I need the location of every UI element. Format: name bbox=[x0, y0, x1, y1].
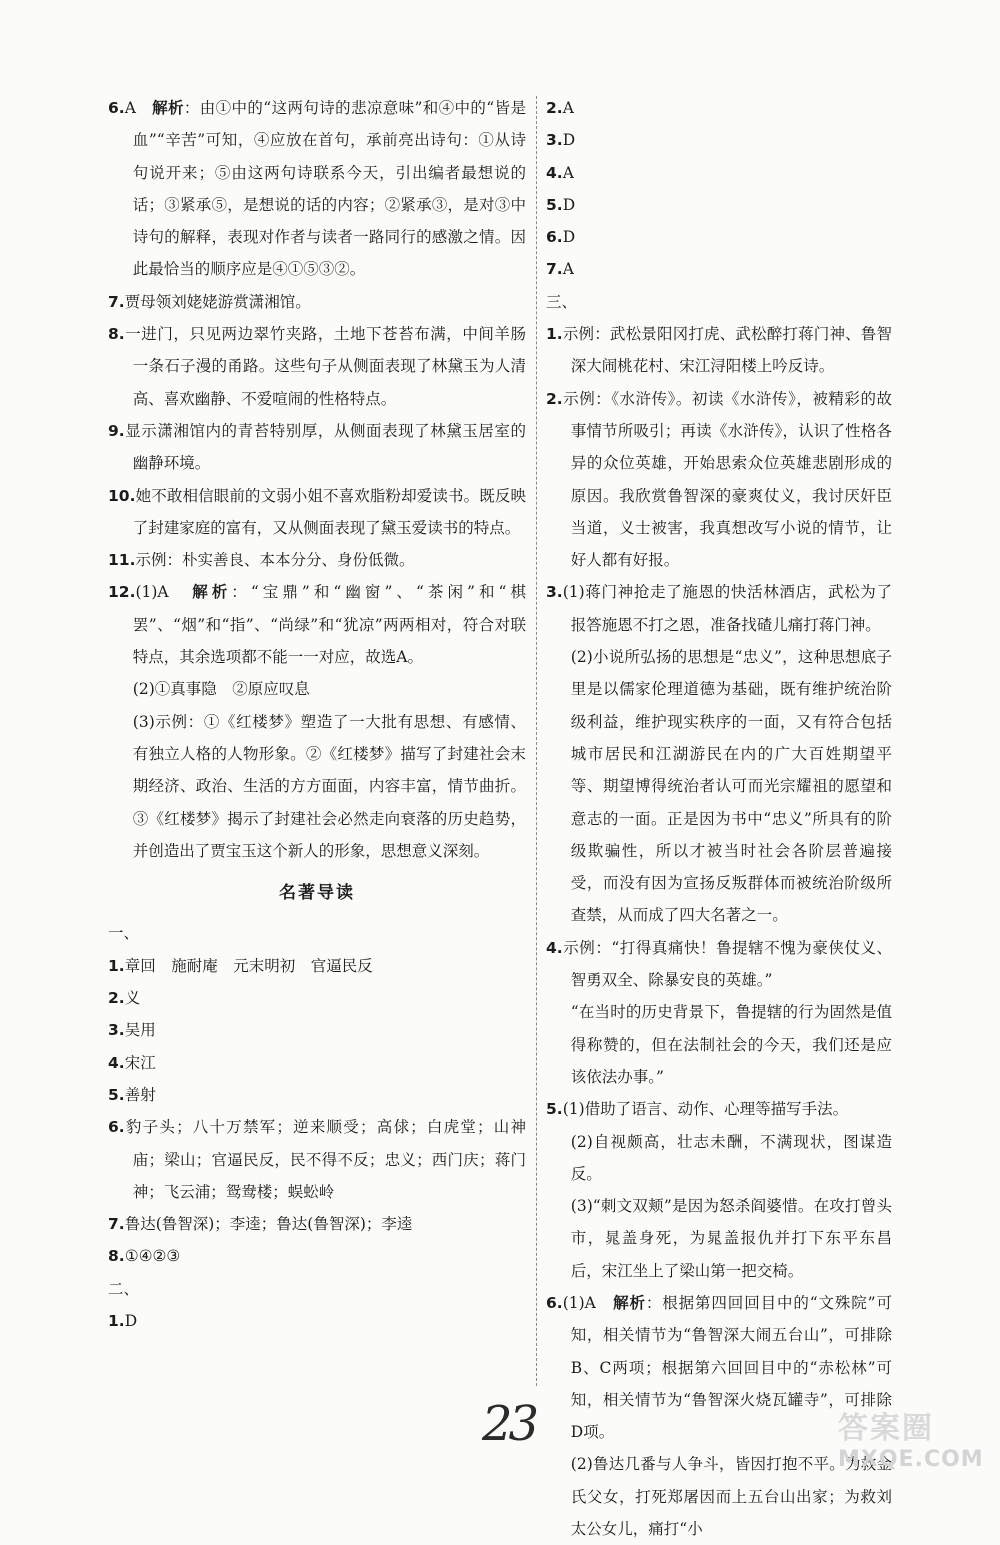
section-title: 名著导读 bbox=[279, 883, 355, 904]
answer-item: 6.D bbox=[546, 228, 576, 247]
answer-subitem: (3)示例：①《红楼梦》塑造了一大批有思想、有感情、有独立人格的人物形象。②《红楼梦》描写了封建社会末期经济、政治、生活的方方面面，内容丰富，情节曲折。③《红楼梦》揭示了封建社会必然走向衰落的历史趋势，并创造出了贾宝玉这个新人的形象，思想意义深刻。 bbox=[132, 712, 526, 860]
watermark-logo bbox=[838, 1403, 988, 1473]
answer-item: 5.善射 bbox=[108, 1085, 156, 1104]
watermark-logo-text: 答案圈 bbox=[838, 1411, 934, 1446]
answer-item: 10.她不敢相信眼前的文弱小姐不喜欢脂粉却爱读书。既反映了封建家庭的富有，又从侧面表现了黛玉爱读书的特点。 bbox=[108, 486, 526, 537]
answer-subitem: “在当时的历史背景下，鲁提辖的行为固然是值得称赞的，但在法制社会的今天，我们还是应该依法办事。” bbox=[570, 1003, 892, 1086]
answer-subitem: (3)“刺文双颊”是因为怒杀阎婆惜。在攻打曾头市，晁盖身死，为晁盖报仇并打下东平东昌后，宋江坐上了梁山第一把交椅。 bbox=[570, 1197, 892, 1280]
column-divider bbox=[536, 96, 537, 1386]
watermark-url: MXQE.COM bbox=[838, 1447, 984, 1472]
answer-item: 5.(1)借助了语言、动作、心理等描写手法。 bbox=[546, 1100, 849, 1119]
answer-item: 3.D bbox=[546, 131, 576, 150]
handwritten-page-number: 23 bbox=[482, 1396, 536, 1452]
answer-subitem: (2)鲁达几番与人争斗，皆因打抱不平。为救金氏父女，打死郑屠因而上五台山出家；为救刘太公女儿，痛打“小 bbox=[570, 1455, 892, 1539]
answer-item: 9.显示潇湘馆内的青苔特别厚，从侧面表现了林黛玉居室的幽静环境。 bbox=[108, 421, 526, 473]
left-column bbox=[108, 92, 526, 1337]
answer-item: 1.示例：武松景阳冈打虎、武松醉打蒋门神、鲁智深大闹桃花村、宋江浔阳楼上吟反诗。 bbox=[546, 325, 892, 376]
answer-subitem: (2)①真事隐 ②原应叹息 bbox=[132, 680, 310, 699]
section-heading: 一、 bbox=[108, 924, 140, 943]
answer-item: 11.示例：朴实善良、本本分分、身份低微。 bbox=[108, 551, 415, 570]
section-heading: 三、 bbox=[546, 292, 578, 311]
section-heading: 二、 bbox=[108, 1279, 140, 1298]
answer-item: 6.(1)A 解析：根据第四回回目中的“文殊院”可知，相关情节为“鲁智深大闹五台山”，可排除B、C两项；根据第六回回目中的“赤松林”可知，相关情节为“鲁智深火烧瓦罐寺”，可排除D项。 bbox=[546, 1293, 892, 1442]
answer-item: 5.D bbox=[546, 195, 576, 214]
answer-item: 7.鲁达(鲁智深)；李逵；鲁达(鲁智深)；李逵 bbox=[108, 1215, 413, 1234]
answer-item: 8.一进门，只见两边翠竹夹路，土地下苍苔布满，中间羊肠一条石子漫的甬路。这些句子从侧面表现了林黛玉为人清高、喜欢幽静、不爱喧闹的性格特点。 bbox=[108, 325, 526, 408]
answer-item: 2.义 bbox=[108, 989, 141, 1008]
answer-subitem: (2)自视颇高，壮志未酬，不满现状，图谋造反。 bbox=[570, 1132, 892, 1183]
answer-item: 7.贾母领刘姥姥游赏潇湘馆。 bbox=[108, 292, 311, 311]
answer-item: 6.豹子头；八十万禁军；逆来顺受；高俅；白虎堂；山神庙；梁山；官逼民反，民不得不反；忠义；西门庆；蒋门神；飞云浦；鸳鸯楼；蜈蚣岭 bbox=[108, 1118, 526, 1201]
answer-subitem: (2)小说所弘扬的思想是“忠义”，这种思想底子里是以儒家伦理道德为基础，既有维护统治阶级利益，维护现实秩序的一面，又有符合包括城市居民和江湖游民在内的广大百姓期望平等、期望博得统治者认可而光宗耀祖的愿望和意志的一面。正是因为书中“忠义”所具有的阶级欺骗性，所以才被当时社会各阶层普遍接受，而没有因为宣扬反叛群体而被统治阶级所查禁，从而成了四大名著之一。 bbox=[570, 648, 892, 925]
answer-item: 8.①④②③ bbox=[108, 1247, 181, 1266]
right-column bbox=[546, 92, 892, 1545]
answer-item: 3.(1)蒋门神抢走了施恩的快活林酒店，武松为了报答施恩不打之恩，准备找碴儿痛打蒋门神。 bbox=[546, 583, 892, 634]
answer-item: 4.A bbox=[546, 163, 574, 182]
answer-item: 2.A bbox=[546, 99, 574, 117]
answer-item: 4.宋江 bbox=[108, 1053, 156, 1072]
answer-item: 1.D bbox=[108, 1311, 138, 1330]
answer-item: 3.吴用 bbox=[108, 1021, 156, 1040]
answer-item: 1.章回 施耐庵 元末明初 官逼民反 bbox=[108, 956, 373, 975]
answer-item: 6.A 解析：由①中的“这两句诗的悲凉意味”和④中的“皆是血”“辛苦”可知，④应放在首句，承前亮出诗句：①从诗句说开来；⑤由这两句诗联系今天，引出编者最想说的话；③紧承⑤，是想说的话的内容；②紧承③，是对③中诗句的解释，表现对作者与读者一路同行的感激之情。因此最恰当的顺序应是④①⑤③②。 bbox=[108, 99, 526, 279]
answer-item: 2.示例：《水浒传》。初读《水浒传》，被精彩的故事情节所吸引；再读《水浒传》，认识了性格各异的众位英雄，开始思索众位英雄悲剧形成的原因。我欣赏鲁智深的豪爽仗义，我讨厌奸臣当道，义士被害，我真想改写小说的情节，让好人都有好报。 bbox=[546, 389, 892, 570]
answer-item: 7.A bbox=[546, 260, 574, 279]
answer-item: 12.(1)A 解析：“宝鼎”和“幽窗”、“茶闲”和“棋罢”、“烟”和“指”、“尚绿”和“犹凉”两两相对，符合对联特点，其余选项都不能一一对应，故选A。 bbox=[108, 583, 526, 667]
answer-item: 4.示例：“打得真痛快！鲁提辖不愧为豪侠仗义、智勇双全、除暴安良的英雄。” bbox=[546, 938, 892, 990]
